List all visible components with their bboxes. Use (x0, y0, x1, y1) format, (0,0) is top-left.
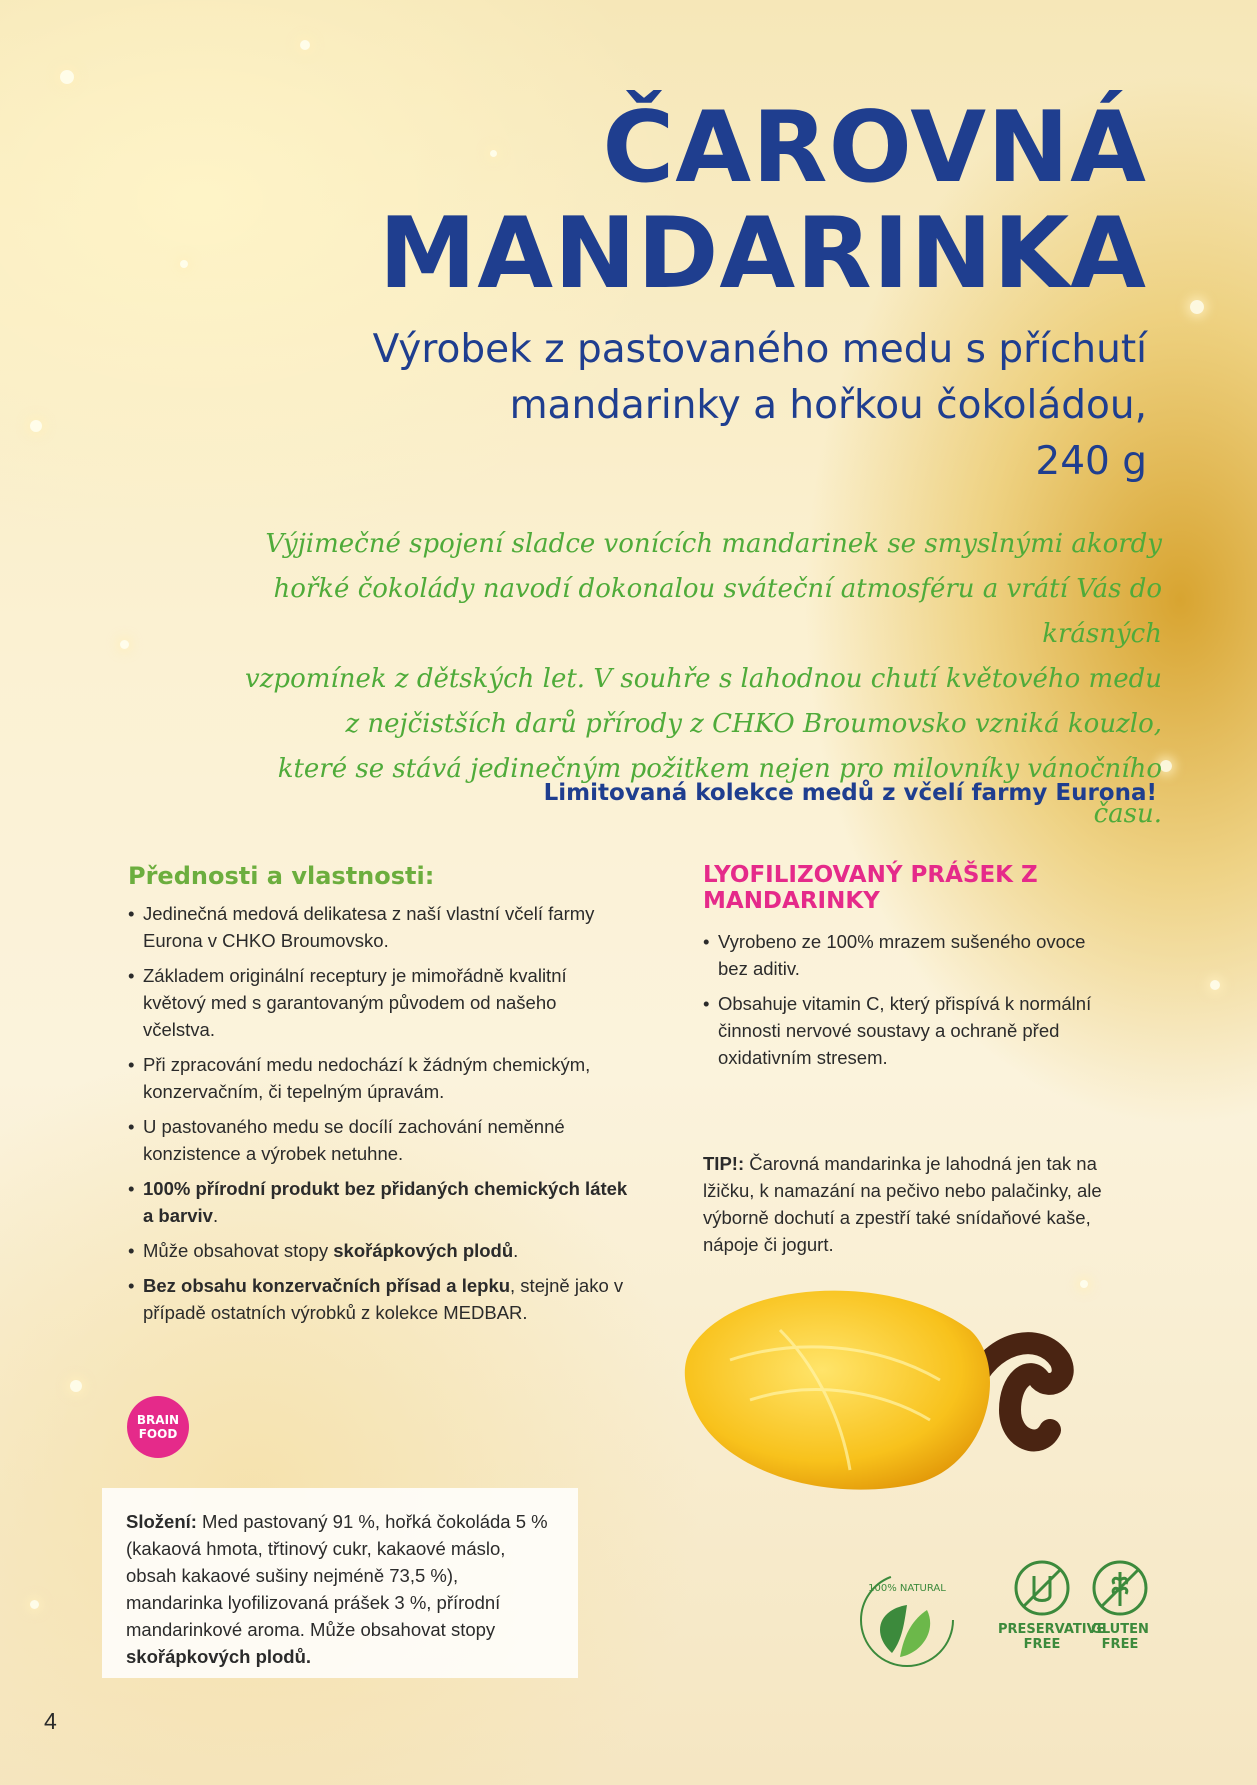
list-item-bold: Bez obsahu konzervačních přísad a lepku (143, 1275, 511, 1296)
list-item: • Základem originální receptury je mimořádně kvalitní květový med s garantovaným původem od našeho včelstva. (128, 962, 628, 1043)
powder-heading: LYOFILIZOVANÝ PRÁŠEK Z MANDARINKY (703, 862, 1038, 914)
limited-collection-note: Limitovaná kolekce medů z včelí farmy Eurona! (543, 780, 1157, 806)
subtitle-line-2: mandarinky a hořkou čokoládou, (509, 383, 1147, 428)
composition-allergen: skořápkových plodů. (126, 1646, 312, 1667)
subtitle-line-1: Výrobek z pastovaného medu s příchutí (372, 327, 1147, 372)
product-subtitle (247, 322, 1147, 490)
page-number: 4 (44, 1708, 57, 1734)
tip-label: TIP!: (703, 1153, 745, 1174)
list-item-text: , stejně jako v případě ostatních výrobků z kolekce MEDBAR. (143, 1275, 624, 1323)
list-item-bold: skořápkových plodů (333, 1240, 514, 1261)
features-heading: Přednosti a vlastnosti: (128, 862, 435, 890)
brain-food-line-1: BRAIN (136, 1413, 180, 1427)
tip-text (703, 1150, 1123, 1258)
brain-food-line-2: FOOD (138, 1427, 178, 1441)
list-item: • Vyrobeno ze 100% mrazem sušeného ovoce bez aditiv. (703, 928, 1103, 982)
page-title (378, 91, 1147, 311)
list-item: • Obsahuje vitamin C, který přispívá k normální činnosti nervové soustavy a ochraně před oxidativním stresem. (703, 990, 1103, 1071)
list-item (128, 1237, 628, 1264)
intro-line: hořké čokolády navodí dokonalou sváteční atmosféru a vrátí Vás do krásných (273, 574, 1162, 649)
list-item: • U pastovaného medu se docílí zachování neměnné konzistence a výrobek netuhne. (128, 1113, 628, 1167)
title-line-1: ČAROVNÁ (602, 91, 1147, 205)
powder-list (703, 928, 1103, 1079)
composition-text: Med pastovaný 91 %, hořká čokoláda 5 % (kakaová hmota, třtinový cukr, kakaové máslo, obsah kakaové sušiny nejméně 73,5 %), mandarinka lyofilizovaná prášek 3 %, přírodní mandarinkové aroma. Může obsahovat stopy (126, 1511, 548, 1640)
badge-line: PRESERVATIVE (998, 1622, 1106, 1637)
intro-line: z nejčistších darů přírody z CHKO Broumovsko vzniká kouzlo, (345, 709, 1162, 739)
badge-line: FREE (1023, 1637, 1061, 1652)
composition-label: Složení: (126, 1511, 197, 1532)
preservative-free-icon (1012, 1558, 1072, 1618)
list-item-bold: 100% přírodní produkt bez přidaných chemických látek a barviv (143, 1178, 628, 1226)
gluten-free-icon (1090, 1558, 1150, 1618)
badge-line: FREE (1101, 1637, 1139, 1652)
list-item-text: Může obsahovat stopy (143, 1240, 334, 1261)
intro-line: které se stává jedinečným požitkem nejen pro milovníky vánočního času. (277, 754, 1162, 829)
list-item (128, 1175, 628, 1229)
features-list (128, 900, 628, 1334)
badge-line: GLUTEN (1091, 1622, 1149, 1637)
mandarin-chocolate-illustration (670, 1270, 1090, 1510)
list-item: • Jedinečná medová delikatesa z naší vlastní včelí farmy Eurona v CHKO Broumovsko. (128, 900, 628, 954)
list-item: • Při zpracování medu nedochází k žádným chemickým, konzervačním, či tepelným úpravám. (128, 1051, 628, 1105)
tip-body: Čarovná mandarinka je lahodná jen tak na lžičku, k namazání na pečivo nebo palačinky, ale výborně dochutí a zpestří také snídaňové kaše, nápoje či jogurt. (703, 1153, 1102, 1255)
composition-box (102, 1488, 578, 1678)
intro-line: Výjimečné spojení sladce vonících mandarinek se smyslnými akordy (265, 529, 1162, 559)
list-item-end: . (513, 1240, 519, 1261)
brain-food-badge (127, 1396, 189, 1458)
subtitle-weight: 240 g (1035, 439, 1147, 484)
natural-badge-icon (852, 1565, 962, 1675)
list-item-end: . (212, 1205, 219, 1226)
title-line-2: MANDARINKA (378, 197, 1147, 311)
intro-line: vzpomínek z dětských let. V souhře s lahodnou chutí květového medu (245, 664, 1162, 694)
preservative-free-label (998, 1622, 1106, 1652)
gluten-free-label (1080, 1622, 1160, 1652)
natural-badge-text: 100% NATURAL (868, 1583, 946, 1594)
list-item (128, 1272, 628, 1326)
